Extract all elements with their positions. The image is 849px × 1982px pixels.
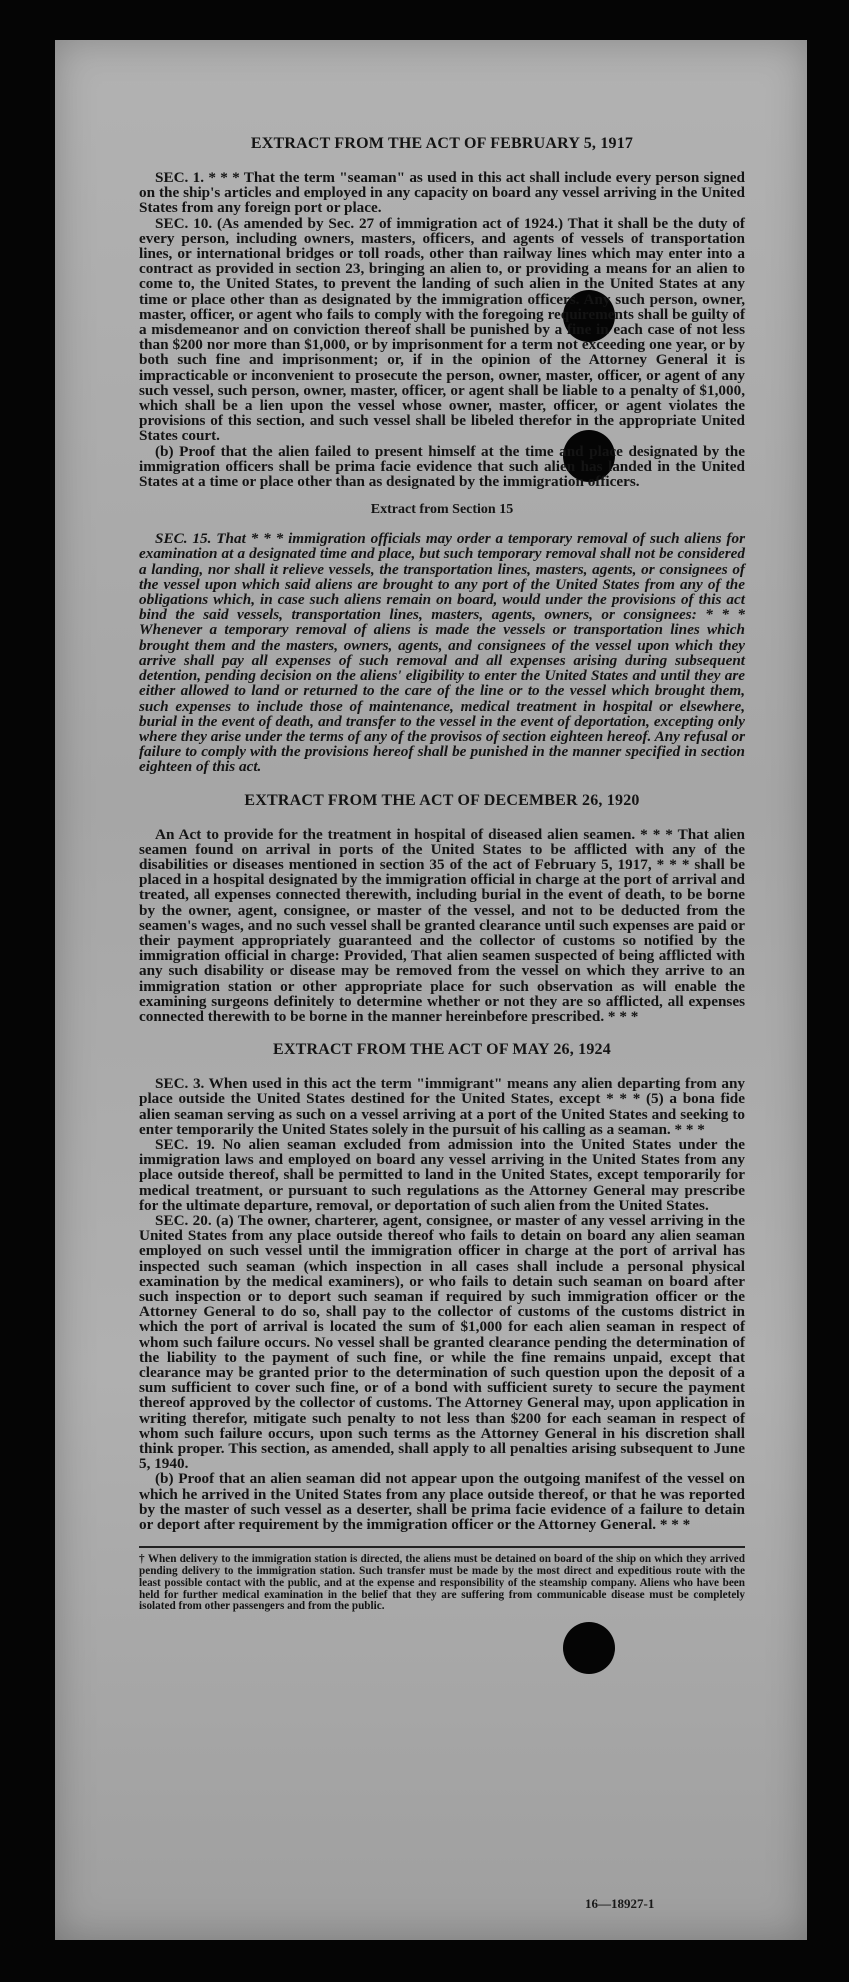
- footnote: † When delivery to the immigration station is directed, the aliens must be detained on board of the ship on which they arrived pending delivery to the immigration station. Such transfer must be made by the most direct and expeditious route with the least possible contact with the public, and at the expense and responsibility of the steamship company. Aliens who have been held for further medical examination in the belief that they are suffering from communicable disease must be completely isolated from other passengers and from the public.: [139, 1553, 745, 1613]
- section-heading: EXTRACT FROM THE ACT OF MAY 26, 1924: [273, 1041, 611, 1059]
- paragraph: An Act to provide for the treatment in hospital of diseased alien seamen. * * * That alien seamen found on arrival in ports of the United States to be afflicted with any of the disabilities or diseases mentioned in section 35 of the act of February 5, 1917, * * * shall be placed in a hospital designated by the immigration official in charge at the port of arrival and treated, all expenses connected therewith, including burial in the event of death, to be borne by the owner, agent, consignee, or master of the vessel, and not to be deducted from the seamen's wages, and no such vessel shall be granted clearance until such expenses are paid or their payment appropriately guaranteed and the collector of customs so notified by the immigration official in charge: Provided, That alien seamen suspected of being afflicted with any such disability or disease may be removed from the vessel on which they arrive to an immigration station or other appropriate place for such observation as will enable the examining surgeons definitely to determine whether or not they are so afflicted, all expenses connected therewith to be borne in the manner hereinbefore prescribed. * * *: [139, 825, 745, 1025]
- paragraph: SEC. 15. That * * * immigration officials may order a temporary removal of such aliens for examination at a designated time and place, but such temporary removal shall not be considered a landing, nor shall it relieve vessels, the transportation lines, masters, agents, or consignees of the vessel upon which said aliens are brought to any port of the United States from any of the obligations which, in case such aliens remain on board, would under the provisions of this act bind the said vessels, transportation lines, masters, agents, owners, or consignees: * * * Whenever a temporary removal of aliens is made the vessels or transportation lines which brought them and the masters, owners, agents, and consignees of the vessel upon which they arrive shall pay all expenses of such removal and all expenses arising during subsequent detention, pending decision on the aliens' eligibility to enter the United States and until they are either allowed to land or returned to the care of the line or to the vessel which brought them, such expenses to include those of maintenance, medical treatment in hospital or elsewhere, burial in the event of death, and transfer to the vessel in the event of deportation, excepting only where they arise under the terms of any of the provisos of section eighteen hereof. Any refusal or failure to comply with the provisions hereof shall be punished in the manner specified in section eighteen of this act.: [139, 530, 745, 776]
- punch-hole: [563, 1622, 615, 1674]
- footnote-divider: [139, 1546, 745, 1548]
- paragraph: SEC. 20. (a) The owner, charterer, agent, consignee, or master of any vessel arriving in the United States from any place outside thereof who fails to detain on board any alien seaman employed on such vessel until the immigration officer in charge at the port of arrival has inspected such seaman (which inspection in all cases shall include a personal physical examination by the medical examiners), or who fails to detain such seaman on board after such inspection or to deport such seaman if required by such immigration officer or the Attorney General to do so, shall pay to the collector of customs of the customs district in which the port of arrival is located the sum of $1,000 for each alien seaman in respect of whom such failure occurs. No vessel shall be granted clearance pending the determination of the liability to the payment of such fine, or while the fine remains unpaid, except that clearance may be granted prior to the determination of such question upon the deposit of a sum sufficient to cover such fine, or of a bond with sufficient surety to secure the payment thereof approved by the collector of customs. The Attorney General may, upon application in writing therefor, mitigate such penalty to not less than $200 for each seaman in respect of whom such failure occurs, upon such terms as the Attorney General in his discretion shall think proper. This section, as amended, shall apply to all penalties arising subsequent to June 5, 1940.: [139, 1211, 745, 1473]
- paragraph: SEC. 10. (As amended by Sec. 27 of immigration act of 1924.) That it shall be the duty of every person, including owners, masters, officers, and agents of vessels of transportation lines, or international bridges or toll roads, other than railway lines which may enter into a contract as provided in section 23, bringing an alien to, or providing a means for an alien to come to, the United States, to prevent the landing of such alien in the United States at any time or place other than as designated by the immigration officers. Any such person, owner, master, officer, or agent who fails to comply with the foregoing requirements shall be guilty of a misdemeanor and on conviction thereof shall be punished by a fine in each case of not less than $200 nor more than $1,000, or by imprisonment for a term not exceeding one year, or by both such fine and imprisonment; or, if in the opinion of the Attorney General it is impracticable or inconvenient to prosecute the person, owner, master, officer, or agent of any such vessel, such person, owner, master, officer, or agent shall be liable to a penalty of $1,000, which shall be a lien upon the vessel whose owner, master, officer, or agent violates the provisions of this section, and such vessel shall be libeled therefor in the appropriate United States court.: [139, 214, 745, 445]
- document-page: [55, 40, 807, 1940]
- paragraph: (b) Proof that an alien seaman did not appear upon the outgoing manifest of the vessel on which he arrived in the United States from any place outside thereof, or that he was reported by the master of such vessel as a deserter, shall be prima facie evidence of a failure to detain or deport after requirement by the immigration officer or the Attorney General. * * *: [139, 1470, 745, 1534]
- paragraph: (b) Proof that the alien failed to present himself at the time and place designated by the immigration officers shall be prima facie evidence that such alien has landed in the United States at a time or place other than as designated by the immigration officers.: [139, 442, 745, 491]
- paragraph: SEC. 3. When used in this act the term "immigrant" means any alien departing from any place outside the United States destined for the United States, except * * * (5) a bona fide alien seaman serving as such on a vessel arriving at a port of the United States and seeking to enter temporarily the United States solely in the pursuit of his calling as a seaman. * * *: [139, 1075, 745, 1138]
- section-heading: EXTRACT FROM THE ACT OF FEBRUARY 5, 1917: [250, 135, 634, 152]
- section-heading: EXTRACT FROM THE ACT OF DECEMBER 26, 1920: [244, 791, 640, 809]
- form-number: 16—18927-1: [585, 1896, 655, 1911]
- paragraph: SEC. 19. No alien seaman excluded from admission into the United States under the immigration laws and employed on board any vessel arriving in the United States from any place outside thereof, shall be permitted to land in the United States, except temporarily for medical treatment, or pursuant to such regulations as the Attorney General may prescribe for the ultimate departure, removal, or deportation of such alien from the United States.: [139, 1135, 745, 1214]
- subsection-heading: Extract from Section 15: [370, 502, 514, 518]
- paragraph: SEC. 1. * * * That the term "seaman" as used in this act shall include every person signed on the ship's articles and employed in any capacity on board any vessel arriving in the United States from any foreign port or place.: [139, 169, 745, 217]
- document-body: [139, 136, 745, 1613]
